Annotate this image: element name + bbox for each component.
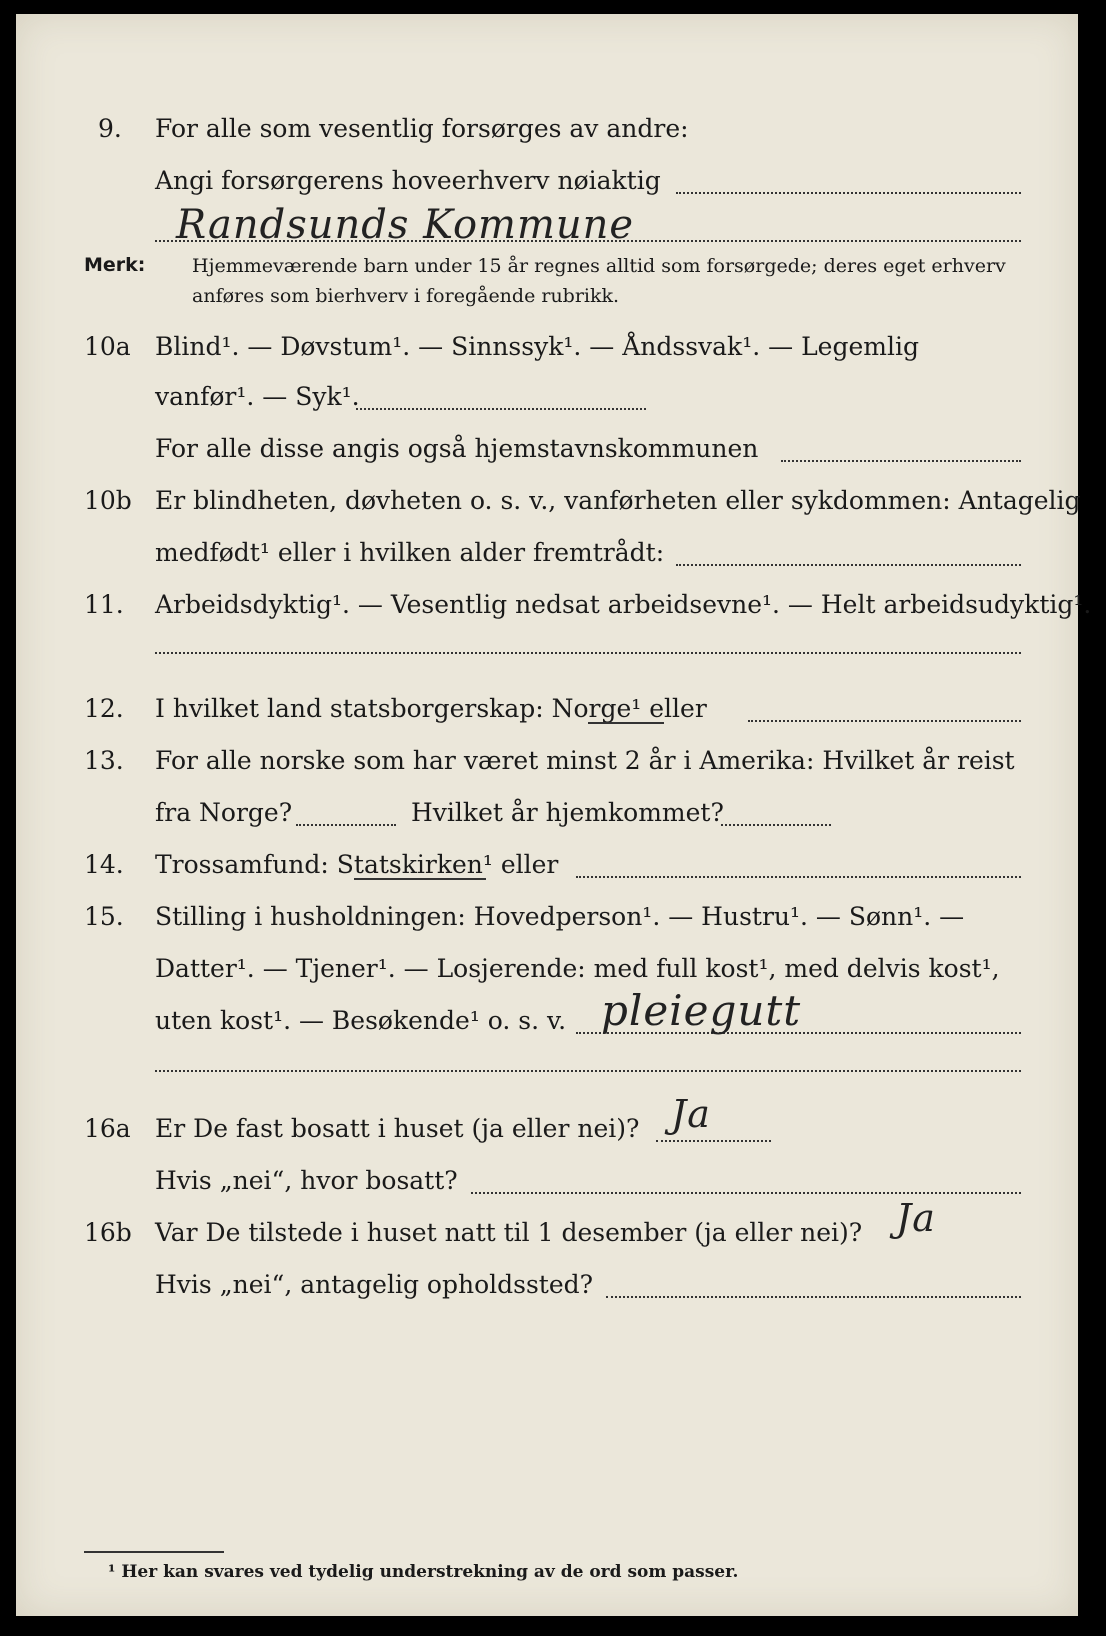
footnote-rule: [84, 1551, 224, 1553]
question-text: I hvilket land statsborgerskap: Norge¹ eller: [155, 694, 707, 723]
answer-line: [676, 564, 1021, 566]
question-text: For alle som vesentlig forsørges av andre:: [155, 114, 689, 143]
answer-line: [155, 652, 1021, 654]
question-text: Er De fast bosatt i huset (ja eller nei)?: [155, 1114, 640, 1143]
underline-norge: [588, 722, 664, 724]
question-number: 10b: [84, 486, 132, 515]
question-text: medfødt¹ eller i hvilken alder fremtrådt:: [155, 538, 665, 567]
question-number: 15.: [84, 902, 124, 931]
answer-line: [606, 1296, 1021, 1298]
answer-line: [721, 824, 831, 826]
answer-line: [676, 192, 1021, 194]
merk-label: Merk:: [84, 254, 146, 276]
question-text: fra Norge?: [155, 798, 293, 827]
question-number: 16b: [84, 1218, 132, 1247]
question-text: For alle disse angis også hjemstavnskommunen: [155, 434, 759, 463]
question-number: 11.: [84, 590, 124, 619]
question-number: 13.: [84, 746, 124, 775]
question-text: Var De tilstede i huset natt til 1 desember (ja eller nei)?: [155, 1218, 863, 1247]
merk-line2: anføres som bierhverv i foregående rubrikk.: [192, 285, 620, 307]
question-text: Hvilket år hjemkommet?: [411, 798, 724, 827]
question-text: Stilling i husholdningen: Hovedperson¹. — Hustru¹. — Sønn¹. —: [155, 902, 965, 931]
handwritten-answer: Randsunds Kommune: [176, 202, 635, 248]
question-text: uten kost¹. — Besøkende¹ o. s. v.: [155, 1006, 567, 1035]
question-number: 16a: [84, 1114, 131, 1143]
handwritten-answer: Ja: [671, 1092, 711, 1136]
question-text: vanfør¹. — Syk¹.: [155, 382, 360, 411]
question-number: 14.: [84, 850, 124, 879]
question-text: Er blindheten, døvheten o. s. v., vanførheten eller sykdommen: Antagelig: [155, 486, 1081, 515]
question-text: Hvis „nei“, antagelig opholdssted?: [155, 1270, 594, 1299]
question-text: Arbeidsdyktig¹. — Vesentlig nedsat arbeidsevne¹. — Helt arbeidsudyktig¹.: [155, 590, 1092, 619]
question-number: 10a: [84, 332, 131, 361]
handwritten-answer: pleiegutt: [601, 986, 802, 1035]
question-text: Angi forsørgerens hoveerhverv nøiaktig: [155, 166, 661, 195]
footnote: ¹ Her kan svares ved tydelig understrekning av de ord som passer.: [108, 1562, 739, 1582]
question-text: Hvis „nei“, hvor bosatt?: [155, 1166, 458, 1195]
question-text: Blind¹. — Døvstum¹. — Sinnssyk¹. — Åndssvak¹. — Legemlig: [155, 332, 919, 361]
answer-line: [656, 1140, 771, 1142]
handwritten-answer: Ja: [896, 1196, 936, 1240]
question-number: 9.: [98, 114, 122, 143]
question-text: Trossamfund: Statskirken¹ eller: [155, 850, 559, 879]
question-number: 12.: [84, 694, 124, 723]
question-text: For alle norske som har været minst 2 år i Amerika: Hvilket år reist: [155, 746, 1015, 775]
census-form-page: [16, 14, 1092, 1616]
answer-line: [748, 720, 1021, 722]
underline-statskirken: [354, 878, 486, 880]
merk-line1: Hjemmeværende barn under 15 år regnes alltid som forsørgede; deres eget erhverv: [192, 255, 1006, 277]
answer-line: [781, 460, 1021, 462]
answer-line: [296, 824, 396, 826]
answer-line: [576, 876, 1021, 878]
answer-line: [356, 408, 646, 410]
answer-line: [155, 240, 1021, 242]
question-text: Datter¹. — Tjener¹. — Losjerende: med full kost¹, med delvis kost¹,: [155, 954, 1000, 983]
answer-line: [471, 1192, 1021, 1194]
answer-line: [155, 1070, 1021, 1072]
